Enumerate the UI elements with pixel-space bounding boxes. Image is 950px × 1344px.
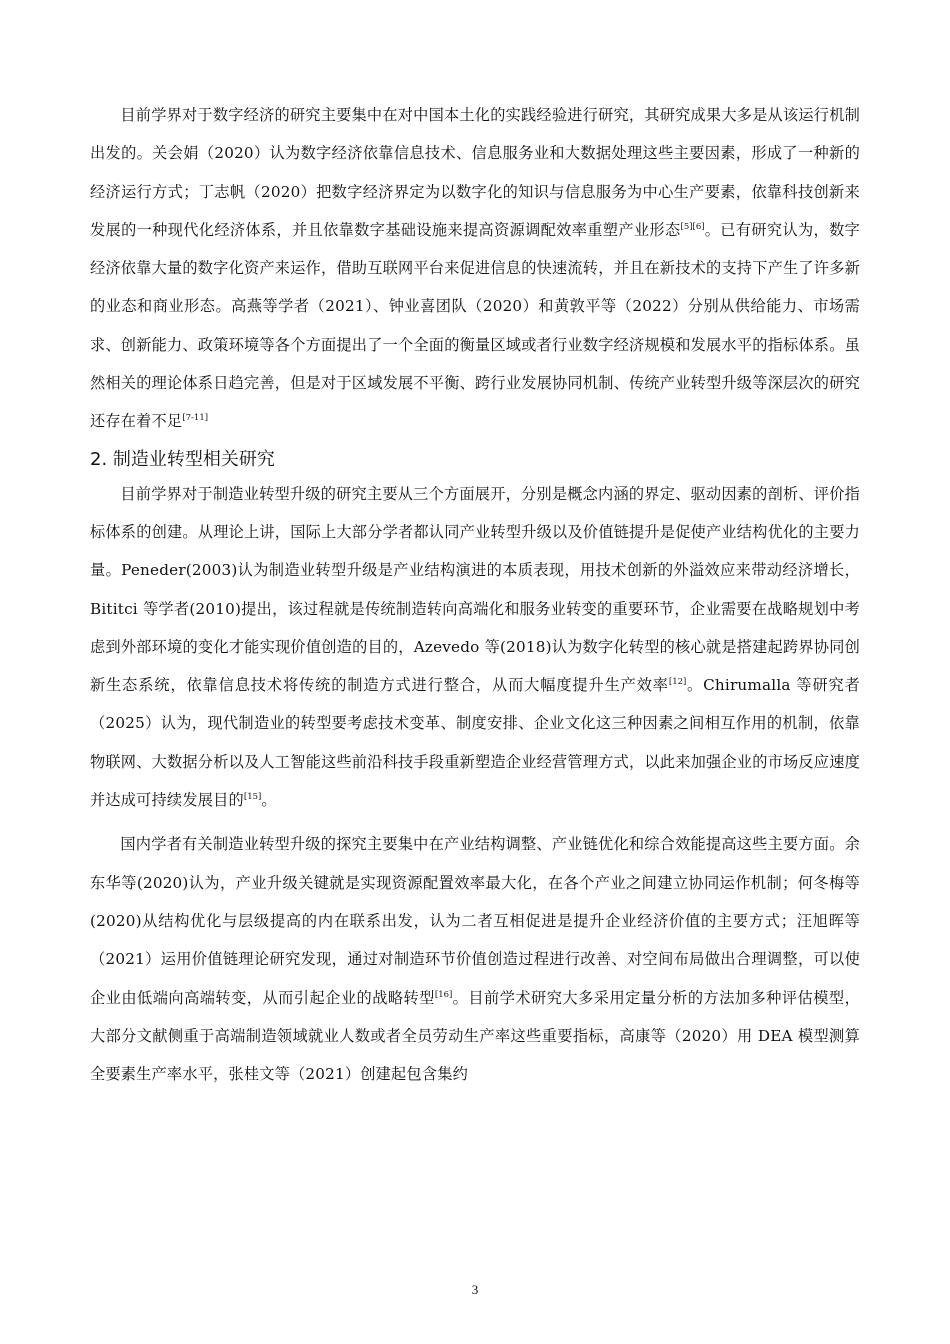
citation-ref: [15] (243, 791, 262, 802)
paragraph-manufacturing-international (90, 475, 860, 820)
paragraph-text: 目前学界对于制造业转型升级的研究主要从三个方面展开，分别是概念内涵的界定、驱动因素的剖析、评价指标体系的创建。从理论上讲，国际上大部分学者都认同产业转型升级以及价值链提升是促使产业结构优化的主要力量。Peneder(2003)认为制造业转型升级是产业结构演进的本质表现，用技术创新的外溢效应来带动经济增长，Bititci 等学者(2010)提出，该过程就是传统制造转向高端化和服务业转变的重要环节，企业需要在战略规划中考虑到外部环境的变化才能实现价值创造的目的，Azevedo 等(2018)认为数字化转型的核心就是搭建起跨界协同创新生态系统，依靠信息技术将传统的制造方式进行整合，从而大幅度提升生产效率 (90, 484, 860, 695)
paragraph-text: 。Chirumalla 等研究者（2025）认为，现代制造业的转型要考虑技术变革、制度安排、企业文化这三种因素之间相互作用的机制，依靠物联网、大数据分析以及人工智能这些前沿科技手段重新塑造企业经营管理方式，以此来加强企业的市场反应速度并达成可持续发展目的 (90, 676, 860, 810)
paragraph-manufacturing-domestic (90, 825, 860, 1093)
body-text (90, 96, 860, 1093)
paragraph-text: 。已有研究认为，数字经济依靠大量的数字化资产来运作，借助互联网平台来促进信息的快速流转，并且在新技术的支持下产生了许多新的业态和商业形态。高燕等学者（2021）、钟业喜团队（2020）和黄敦平等（2022）分别从供给能力、市场需求、创新能力、政策环境等各个方面提出了一个全面的衡量区域或者行业数字经济规模和发展水平的指标体系。虽然相关的理论体系日趋完善，但是对于区域发展不平衡、跨行业发展协同机制、传统产业转型升级等深层次的研究还存在着不足 (90, 220, 861, 431)
paragraph-text: 。目前学术研究大多采用定量分析的方法加多种评估模型，大部分文献侧重于高端制造领域就业人数或者全员劳动生产率这些重要指标，高康等（2020）用 DEA 模型测算全要素生产率水平，张桂文等（2021）创建起包含集约 (90, 988, 860, 1084)
page-number: 3 (471, 1282, 479, 1297)
paragraph-digital-economy (90, 96, 860, 441)
paragraph-text: 目前学界对于数字经济的研究主要集中在对中国本土化的实践经验进行研究，其研究成果大多是从该运行机制出发的。关会娟（2020）认为数字经济依靠信息技术、信息服务业和大数据处理这些主要因素，形成了一种新的经济运行方式；丁志帆（2020）把数字经济界定为以数字化的知识与信息服务为中心生产要素，依靠科技创新来发展的一种现代化经济体系，并且依靠数字基础设施来提高资源调配效率重塑产业形态 (90, 106, 860, 239)
paragraph-text: 。 (261, 791, 277, 810)
citation-ref: [12] (668, 677, 687, 688)
citation-ref: [5][6] (680, 221, 705, 232)
citation-ref: [16] (434, 989, 453, 1000)
citation-ref: [7-11] (182, 413, 209, 424)
paragraph-text: 国内学者有关制造业转型升级的探究主要集中在产业结构调整、产业链优化和综合效能提高这些主要方面。余东华等(2020)认为，产业升级关键就是实现资源配置效率最大化，在各个产业之间建立协同运作机制；何冬梅等(2020)从结构优化与层级提高的内在联系出发，认为二者互相促进是提升企业经济价值的主要方式；汪旭晖等（2021）运用价值链理论研究发现，通过对制造环节价值创造过程进行改善、对空间布局做出合理调整，可以使企业由低端向高端转变，从而引起企业的战略转型 (90, 835, 860, 1007)
section-heading: 2. 制造业转型相关研究 (90, 448, 275, 470)
